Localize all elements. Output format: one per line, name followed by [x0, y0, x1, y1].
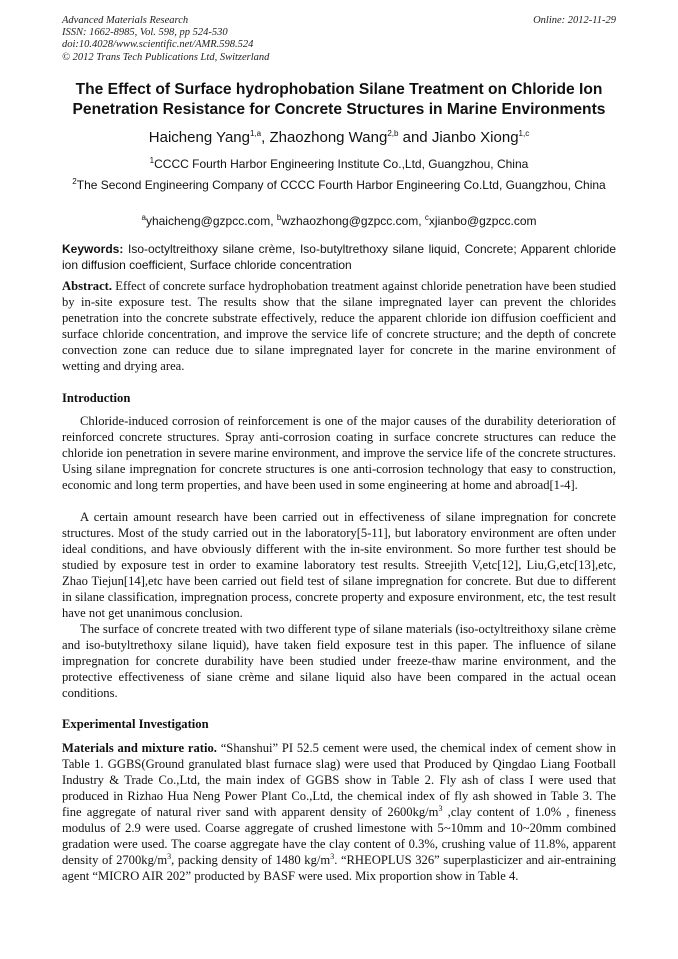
journal-header — [62, 15, 269, 64]
affiliation-sup: 1 — [149, 156, 155, 165]
author-and: and — [398, 129, 432, 146]
materials-text: , packing density of 1480 kg/m — [171, 853, 331, 867]
intro-paragraph-3: The surface of concrete treated with two different type of silane materials (iso-octyltreithoxy silane crème and iso-butyltrethoxy silane liquid), have taken field exposure test in this paper. The influence of silane impregnation for concrete durability have been studied under freeze-thaw marine environment, and the protective effectiveness of siane crème and silane liquid also have been compared in the actual ocean conditions. — [62, 622, 616, 700]
materials-text: ,clay content of 1.0% , fineness modulus of 2.9 were used. Coarse aggregate of crushed limestone with 5~10mm and 10~20mm combined gradation were used. The coarse aggregate have the clay content of 0.3%, crushing value of 11.8%, apparent density of 2700kg/m — [62, 805, 616, 867]
email-link[interactable]: wzhaozhong@gzpcc.com — [281, 214, 419, 228]
keywords — [62, 242, 616, 273]
author-name: Jianbo Xiong — [431, 129, 519, 146]
email-sup: a — [141, 213, 146, 222]
intro-paragraph-2: A certain amount research have been carried out in effectiveness of silane impregnation for concrete structures. Most of the study carried out in the laboratory[5-11], but laboratory environment are often under ideal conditions, and have obviously different with the in-site environment. So more further test should be studied by exposure test in order to examine laboratory test results. Streejith V,etc[12], Liu,G,etc[13],etc, Zhao Tiejun[14],etc have been carried out field test of silane impregnation for concrete. But due to different in silane classification, impregnation process, concrete property and exposure environment, etc, the test result have not get unanimous conclusion. — [62, 510, 616, 620]
copyright: © 2012 Trans Tech Publications Ltd, Switzerland — [62, 51, 270, 63]
abstract — [62, 278, 616, 374]
paper-title: The Effect of Surface hydrophobation Silane Treatment on Chloride Ion Penetration Resistance for Concrete Structures in Marine Environments — [72, 81, 606, 118]
intro-paragraph-1: Chloride-induced corrosion of reinforcement is one of the major causes of the durability deterioration of reinforced concrete structures. Spray anti-corrosion coating in surface concrete structures can reduce the chloride ion penetration in severe marine environment, and improve the service life of the concrete structures. Using silane impregnation for concrete structures is one anti-corrosion technology that easy to construction, economic and long term properties, and have been used in some engineering at home and abroad[1-4]. — [62, 414, 616, 492]
keywords-label: Keywords: — [62, 242, 124, 256]
cube-sup: 3 — [438, 803, 443, 813]
email-link[interactable]: xjianbo@gzpcc.com — [428, 214, 537, 228]
abstract-text: Effect of concrete surface hydrophobation treatment against chloride penetration have been studied by in-site exposure test. The results show that the silane impregnated layer can prevent the chlorides penetration into the concrete substrate effectively, reduce the apparent chloride ion diffusion coefficient and surface chloride concentration, and improve the service life of concrete structure; and the depth of concrete convection zone can reduce due to silane impregnated layer for concrete in the marine environment of wetting and drying area. — [62, 279, 616, 373]
cube-sup: 3 — [167, 851, 172, 861]
online-date: Online: 2012-11-29 — [533, 15, 616, 26]
materials-label: Materials and mixture ratio. — [62, 741, 217, 755]
abstract-label: Abstract. — [62, 279, 113, 293]
author-name: Haicheng Yang — [148, 129, 250, 146]
author-sup: 2,b — [387, 129, 399, 138]
keywords-text: Iso-octyltreithoxy silane crème, Iso-butyltrethoxy silane liquid, Concrete; Apparent chloride ion diffusion coefficient, Surface chloride concentration — [62, 242, 616, 272]
issn: ISSN: 1662-8985, Vol. 598, pp 524-530 — [62, 27, 228, 39]
section-heading-experimental: Experimental Investigation — [62, 717, 209, 731]
author-list — [40, 129, 638, 146]
email-sup: c — [424, 213, 429, 222]
email-link[interactable]: yhaicheng@gzpcc.com — [145, 214, 271, 228]
affiliation-text: The Second Engineering Company of CCCC Fourth Harbor Engineering Co.Ltd, Guangzhou, China — [76, 178, 606, 192]
materials-text: . “RHEOPLUS 326” superplasticizer and air-entraining agent “MICRO AIR 202” producted by BASF were used. Mix proportion show in Table 4. — [62, 853, 617, 883]
author-name: Zhaozhong Wang — [269, 129, 388, 146]
affiliation-1 — [62, 157, 616, 173]
author-sup: 1,a — [249, 129, 262, 138]
affiliation-2 — [62, 178, 616, 194]
affiliation-text: CCCC Fourth Harbor Engineering Institute Co.,Ltd, Guangzhou, China — [154, 157, 529, 171]
materials-paragraph — [62, 740, 616, 884]
cube-sup: 3 — [330, 851, 335, 861]
author-sup: 1,c — [518, 129, 530, 138]
author-separator: , — [261, 129, 270, 146]
email-sup: b — [276, 213, 282, 222]
journal-name: Advanced Materials Research — [62, 15, 189, 26]
section-heading-introduction: Introduction — [62, 391, 131, 405]
doi: doi:10.4028/www.scientific.net/AMR.598.524 — [62, 39, 254, 51]
affiliation-sup: 2 — [72, 177, 77, 186]
materials-text: “Shanshui” PI 52.5 cement were used, the chemical index of cement show in Table 1. GGBS(Ground granulated blast furnace slag) were used that Produced by Qingdao Liang Football Industry & Trade Co.,Ltd, the main index of GGBS show in Table 2. Fly ash of class I were used that produced in Rizhao Hua Neng Power Plant Co.,Ltd, the chemical index of fly ash showed in Table 3. The fine aggregate of natural river sand with apparent density of 2600kg/m — [62, 741, 617, 819]
email-list: $^a$yhaicheng@gzpcc.com, $^b$wzhaozhong@gzpcc.com, $^c$xjianbo@gzpcc.com — [141, 213, 537, 228]
